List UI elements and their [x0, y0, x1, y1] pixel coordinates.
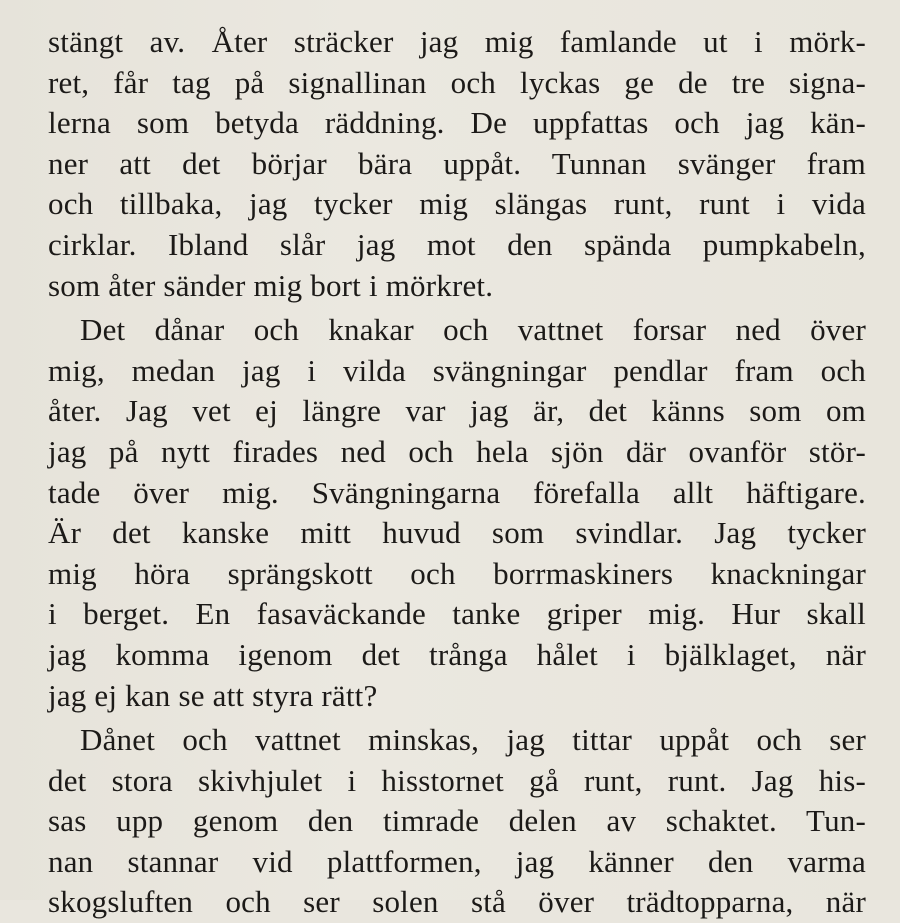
text-line: åter. Jag vet ej längre var jag är, det känns som om [48, 393, 866, 429]
text-line: Det dånar och knakar och vattnet forsar ned över [80, 312, 866, 348]
text-line: mig höra sprängskott och borrmaskiners knackningar [48, 555, 866, 591]
text-line: Är det kanske mitt huvud som svindlar. Jag tycker [48, 515, 866, 551]
text-line: stängt av. Åter sträcker jag mig famlande ut i mörk- [48, 24, 866, 59]
text-line: ner att det börjar bära uppåt. Tunnan svänger fram [48, 145, 866, 181]
text-line: som åter sänder mig bort i mörkret. [48, 267, 494, 303]
text-line: och tillbaka, jag tycker mig slängas runt, runt i vida [48, 186, 866, 222]
text-line: tade över mig. Svängningarna förefalla allt häftigare. [48, 474, 866, 510]
text-line: skogsluften och ser solen stå över trädtopparna, när [48, 884, 866, 920]
text-line: cirklar. Ibland slår jag mot den spända pumpkabeln, [48, 226, 866, 262]
text-line: lerna som betyda räddning. De uppfattas och jag kän- [48, 105, 866, 141]
text-line: ret, får tag på signallinan och lyckas ge de tre signa- [48, 64, 866, 100]
text-line: jag ej kan se att styra rätt? [48, 677, 378, 713]
body-text [48, 22, 866, 920]
text-line: i berget. En fasaväckande tanke griper mig. Hur skall [48, 596, 866, 632]
text-line: jag komma igenom det trånga hålet i bjälklaget, när [48, 636, 866, 672]
text-line: sas upp genom den timrade delen av schaktet. Tun- [48, 803, 866, 839]
text-line: nan stannar vid plattformen, jag känner den varma [48, 843, 866, 879]
text-line: mig, medan jag i vilda svängningar pendlar fram och [48, 352, 866, 388]
text-line: det stora skivhjulet i hisstornet gå runt, runt. Jag his- [48, 762, 866, 798]
text-line: jag på nytt firades ned och hela sjön där ovanför stör- [48, 433, 866, 469]
text-line: Dånet och vattnet minskas, jag tittar uppåt och ser [80, 722, 866, 758]
